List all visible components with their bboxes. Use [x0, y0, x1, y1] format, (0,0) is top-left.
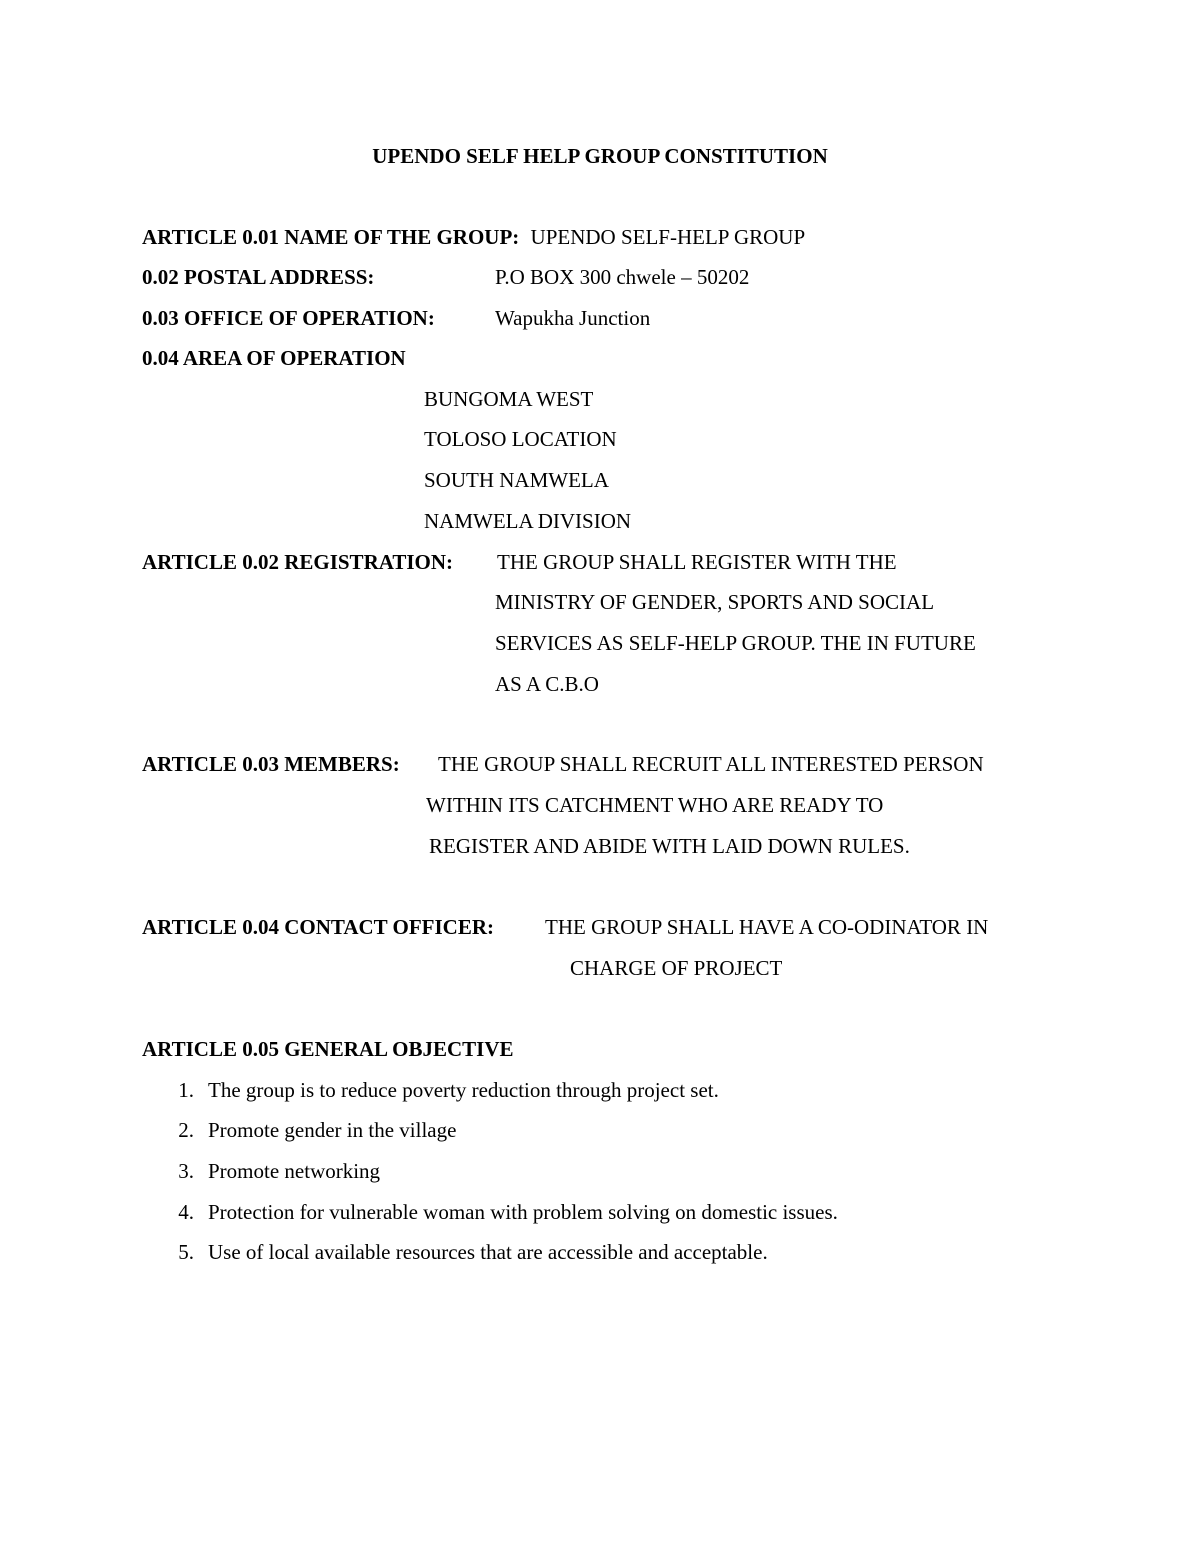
registration-label: ARTICLE 0.02 REGISTRATION:: [142, 550, 454, 574]
area-item: TOLOSO LOCATION: [424, 427, 617, 451]
name-of-group-label: ARTICLE 0.01 NAME OF THE GROUP:: [142, 225, 520, 249]
registration-line: AS A C.B.O: [495, 672, 599, 696]
name-of-group-value: UPENDO SELF-HELP GROUP: [530, 225, 806, 249]
name-of-group-line: [142, 224, 805, 250]
members-line: THE GROUP SHALL RECRUIT ALL INTERESTED PERSON: [438, 752, 984, 776]
postal-address-label: 0.02 POSTAL ADDRESS:: [142, 265, 375, 289]
office-of-operation-value: Wapukha Junction: [495, 306, 651, 330]
objective-list-item: [160, 1077, 719, 1103]
objective-list-item: [160, 1117, 456, 1143]
area-item: BUNGOMA WEST: [424, 387, 594, 411]
area-of-operation-label: 0.04 AREA OF OPERATION: [142, 346, 406, 370]
objective-text: Promote networking: [208, 1159, 381, 1183]
objective-list-item: [160, 1239, 768, 1265]
registration-line: THE GROUP SHALL REGISTER WITH THE: [497, 550, 897, 574]
objective-list-item: [160, 1158, 380, 1184]
postal-address-value: P.O BOX 300 chwele – 50202: [495, 265, 750, 289]
members-line: REGISTER AND ABIDE WITH LAID DOWN RULES.: [429, 834, 910, 858]
objective-text: Protection for vulnerable woman with problem solving on domestic issues.: [208, 1200, 838, 1224]
objective-list-item: [160, 1199, 838, 1225]
document-title: UPENDO SELF HELP GROUP CONSTITUTION: [372, 144, 828, 168]
general-objective-label: ARTICLE 0.05 GENERAL OBJECTIVE: [142, 1037, 514, 1061]
office-of-operation-label: 0.03 OFFICE OF OPERATION:: [142, 306, 435, 330]
objective-number: 5.: [178, 1240, 194, 1264]
objective-number: 4.: [178, 1200, 194, 1224]
objective-number: 1.: [178, 1078, 194, 1102]
members-label: ARTICLE 0.03 MEMBERS:: [142, 752, 400, 776]
objective-text: The group is to reduce poverty reduction through project set.: [208, 1078, 719, 1102]
registration-line: MINISTRY OF GENDER, SPORTS AND SOCIAL: [495, 590, 935, 614]
contact-officer-line: THE GROUP SHALL HAVE A CO-ODINATOR IN: [545, 915, 989, 939]
contact-officer-line: CHARGE OF PROJECT: [570, 956, 783, 980]
members-line: WITHIN ITS CATCHMENT WHO ARE READY TO: [426, 793, 884, 817]
objective-text: Promote gender in the village: [208, 1118, 457, 1142]
area-item: SOUTH NAMWELA: [424, 468, 609, 492]
registration-line: SERVICES AS SELF-HELP GROUP. THE IN FUTURE: [495, 631, 976, 655]
contact-officer-label: ARTICLE 0.04 CONTACT OFFICER:: [142, 915, 495, 939]
objective-number: 3.: [178, 1159, 194, 1183]
objective-text: Use of local available resources that are accessible and acceptable.: [208, 1240, 768, 1264]
area-item: NAMWELA DIVISION: [424, 509, 632, 533]
objective-number: 2.: [178, 1118, 194, 1142]
